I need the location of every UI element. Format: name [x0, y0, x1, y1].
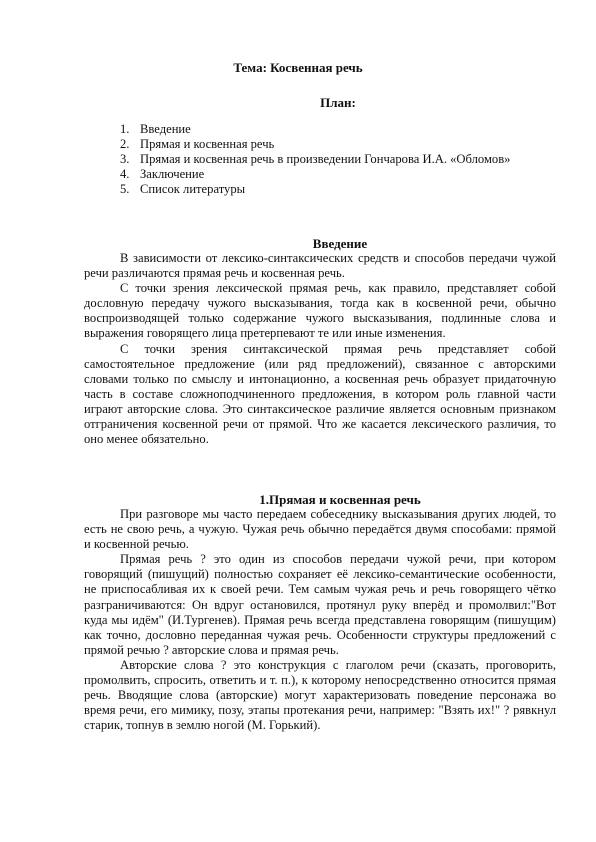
paragraph: Прямая речь ? это один из способов передачи чужой речи, при котором говорящий (пишущий) полностью сохраняет её лексико-семантические особенности, не приспосабливая их к своей речи. Тем самым чужая речь и речь говорящего чётко разграничиваются: Он вдруг остановился, протянул руку вперёд и промолвил:"Вот куда мы идём" (И.Тургенев). Прямая речь всегда представлена говорящим (пишущим) как точно, дословно переданная чужая речь. Особенности структуры предложений с прямой речью ? авторские слова и прямая речь. — [84, 552, 556, 657]
plan-item-text: Введение — [140, 122, 191, 136]
paragraph: С точки зрения синтаксической прямая речь представляет собой самостоятельное предложение (или ряд предложений), связанное с авторскими словами только по смыслу и интонационно, а косвенная речь образует придаточную часть в составе сложноподчиненного предложения, в котором роль главной части играют авторские слова. Это синтаксическое различие является основным признаком отграничения косвенной речи от прямой. Что же касается лексического различия, то оно менее обязательно. — [84, 341, 556, 447]
paragraph: В зависимости от лексико-синтаксических средств и способов передачи чужой речи различаются прямая речь и косвенная речь. — [84, 251, 556, 281]
intro-body — [84, 251, 556, 447]
plan-heading: План: — [320, 95, 356, 110]
document-title: Тема: Косвенная речь — [233, 60, 363, 75]
plan-item-number: 5. — [120, 182, 130, 197]
plan-item — [120, 152, 556, 167]
paragraph: С точки зрения лексической прямая речь, как правило, представляет собой дословную передачу чужого высказывания, тогда как в косвенной речи, обычно воспроизводящей только содержание чужого высказывания, подлинные слова и выражения говорящего лица претерпевают те или иные изменения. — [84, 281, 556, 341]
section1-heading: 1.Прямая и косвенная речь — [259, 492, 421, 507]
plan-item-text: Прямая и косвенная речь — [140, 137, 275, 152]
plan-item-number: 4. — [120, 167, 130, 182]
plan-item — [120, 167, 556, 182]
plan-item — [120, 137, 556, 152]
plan-item-text: Прямая и косвенная речь в произведении Гончарова И.А. «Обломов» — [140, 152, 511, 167]
section1-body — [84, 507, 556, 733]
plan-item-text: Заключение — [140, 167, 205, 182]
plan-item — [120, 122, 556, 137]
paragraph: При разговоре мы часто передаем собеседнику высказывания других людей, то есть не свою речь, а чужую. Чужая речь обычно передаётся двумя способами: прямой и косвенной речью. — [84, 507, 556, 552]
plan-item-number: 3. — [120, 152, 130, 167]
plan-list — [120, 122, 556, 197]
plan-item — [120, 182, 556, 197]
paragraph: Авторские слова ? это конструкция с глаголом речи (сказать, проговорить, промолвить, спросить, ответить и т. п.), к которому непосредственно относится прямая речь. Вводящие слова (авторские) могут характеризовать поведение персонажа во время речи, его мимику, позу, этапы протекания речи, например: "Взять их!" ? рявкнул старик, топнув в землю ногой (М. Горький). — [84, 657, 556, 733]
plan-item-number: 2. — [120, 137, 130, 152]
plan-item-text: Список литературы — [140, 182, 246, 197]
intro-heading: Введение — [312, 236, 368, 251]
plan-item-number: 1. — [120, 122, 130, 136]
